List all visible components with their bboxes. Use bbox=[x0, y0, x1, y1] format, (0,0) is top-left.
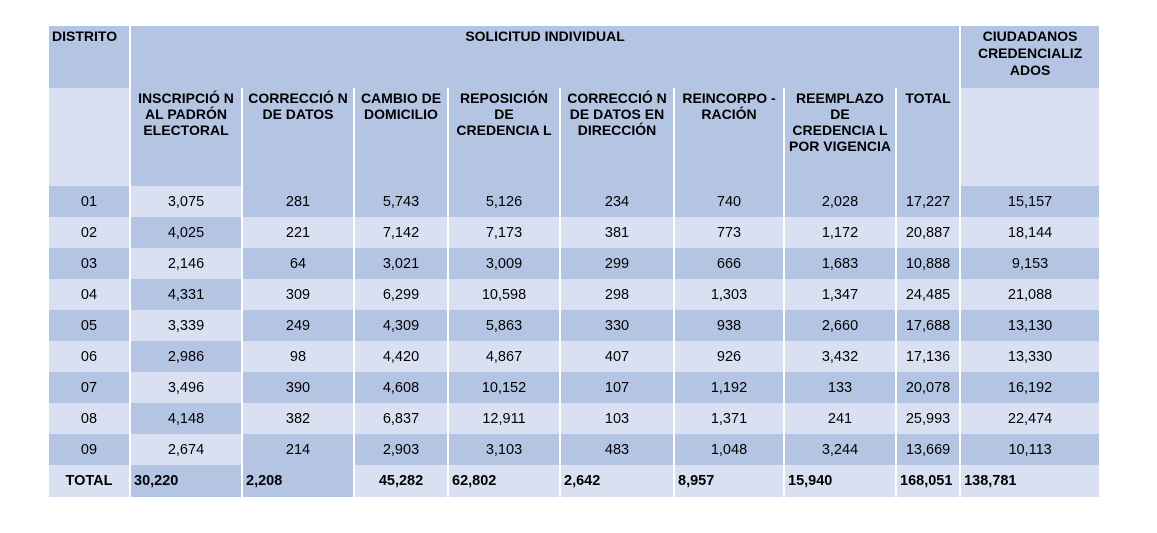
value-cell: 2,986 bbox=[131, 341, 241, 372]
empty-header-cell bbox=[961, 88, 1099, 186]
distrito-cell: 07 bbox=[49, 372, 129, 403]
column-header: TOTAL bbox=[897, 88, 959, 186]
value-cell: 9,153 bbox=[961, 248, 1099, 279]
value-cell: 10,888 bbox=[897, 248, 959, 279]
value-cell: 249 bbox=[243, 310, 353, 341]
value-cell: 17,136 bbox=[897, 341, 959, 372]
value-cell: 483 bbox=[561, 434, 673, 465]
value-cell: 1,683 bbox=[785, 248, 895, 279]
value-cell: 6,837 bbox=[355, 403, 447, 434]
table-row bbox=[49, 310, 1099, 341]
value-cell: 13,130 bbox=[961, 310, 1099, 341]
value-cell: 4,420 bbox=[355, 341, 447, 372]
value-cell: 4,309 bbox=[355, 310, 447, 341]
value-cell: 1,172 bbox=[785, 217, 895, 248]
value-cell: 1,192 bbox=[675, 372, 783, 403]
table-row bbox=[49, 403, 1099, 434]
value-cell: 20,887 bbox=[897, 217, 959, 248]
value-cell: 20,078 bbox=[897, 372, 959, 403]
value-cell: 4,867 bbox=[449, 341, 559, 372]
value-cell: 16,192 bbox=[961, 372, 1099, 403]
value-cell: 7,142 bbox=[355, 217, 447, 248]
distrito-header: DISTRITO bbox=[49, 26, 129, 88]
value-cell: 926 bbox=[675, 341, 783, 372]
value-cell: 133 bbox=[785, 372, 895, 403]
header-row-top bbox=[49, 26, 1099, 88]
total-label: TOTAL bbox=[49, 465, 129, 497]
value-cell: 3,075 bbox=[131, 186, 241, 217]
value-cell: 2,660 bbox=[785, 310, 895, 341]
value-cell: 3,339 bbox=[131, 310, 241, 341]
value-cell: 10,152 bbox=[449, 372, 559, 403]
value-cell: 2,028 bbox=[785, 186, 895, 217]
value-cell: 4,025 bbox=[131, 217, 241, 248]
value-cell: 382 bbox=[243, 403, 353, 434]
value-cell: 64 bbox=[243, 248, 353, 279]
value-cell: 2,674 bbox=[131, 434, 241, 465]
statistics-table bbox=[47, 26, 1101, 497]
value-cell: 107 bbox=[561, 372, 673, 403]
value-cell: 281 bbox=[243, 186, 353, 217]
value-cell: 407 bbox=[561, 341, 673, 372]
value-cell: 1,371 bbox=[675, 403, 783, 434]
value-cell: 12,911 bbox=[449, 403, 559, 434]
value-cell: 24,485 bbox=[897, 279, 959, 310]
value-cell: 4,608 bbox=[355, 372, 447, 403]
total-cell: 8,957 bbox=[675, 465, 783, 497]
value-cell: 390 bbox=[243, 372, 353, 403]
column-header: CAMBIO DE DOMICILIO bbox=[355, 88, 447, 186]
total-row bbox=[49, 465, 1099, 497]
value-cell: 773 bbox=[675, 217, 783, 248]
value-cell: 214 bbox=[243, 434, 353, 465]
value-cell: 10,113 bbox=[961, 434, 1099, 465]
table-row bbox=[49, 372, 1099, 403]
value-cell: 2,903 bbox=[355, 434, 447, 465]
total-cell: 62,802 bbox=[449, 465, 559, 497]
table-row bbox=[49, 279, 1099, 310]
value-cell: 221 bbox=[243, 217, 353, 248]
value-cell: 98 bbox=[243, 341, 353, 372]
distrito-cell: 02 bbox=[49, 217, 129, 248]
value-cell: 5,863 bbox=[449, 310, 559, 341]
distrito-cell: 04 bbox=[49, 279, 129, 310]
distrito-cell: 09 bbox=[49, 434, 129, 465]
value-cell: 1,303 bbox=[675, 279, 783, 310]
value-cell: 10,598 bbox=[449, 279, 559, 310]
value-cell: 22,474 bbox=[961, 403, 1099, 434]
value-cell: 13,669 bbox=[897, 434, 959, 465]
value-cell: 25,993 bbox=[897, 403, 959, 434]
column-header: REINCORPO -RACIÓN bbox=[675, 88, 783, 186]
total-cell: 2,208 bbox=[243, 465, 353, 497]
header-row-sub bbox=[49, 88, 1099, 186]
value-cell: 6,299 bbox=[355, 279, 447, 310]
value-cell: 2,146 bbox=[131, 248, 241, 279]
table-row bbox=[49, 434, 1099, 465]
column-header: REPOSICIÓN DE CREDENCIA L bbox=[449, 88, 559, 186]
value-cell: 3,496 bbox=[131, 372, 241, 403]
solicitud-individual-header: SOLICITUD INDIVIDUAL bbox=[131, 26, 959, 88]
table-row bbox=[49, 217, 1099, 248]
total-cell: 15,940 bbox=[785, 465, 895, 497]
value-cell: 103 bbox=[561, 403, 673, 434]
table-row bbox=[49, 341, 1099, 372]
column-header: CORRECCIÓ N DE DATOS EN DIRECCIÓN bbox=[561, 88, 673, 186]
ciudadanos-credencializados-header: CIUDADANOS CREDENCIALIZ ADOS bbox=[961, 26, 1099, 88]
total-cell: 45,282 bbox=[355, 465, 447, 497]
value-cell: 4,148 bbox=[131, 403, 241, 434]
value-cell: 17,227 bbox=[897, 186, 959, 217]
value-cell: 299 bbox=[561, 248, 673, 279]
value-cell: 330 bbox=[561, 310, 673, 341]
total-cell: 30,220 bbox=[131, 465, 241, 497]
value-cell: 4,331 bbox=[131, 279, 241, 310]
table-row bbox=[49, 186, 1099, 217]
distrito-cell: 03 bbox=[49, 248, 129, 279]
value-cell: 309 bbox=[243, 279, 353, 310]
column-header: REEMPLAZO DE CREDENCIA L POR VIGENCIA bbox=[785, 88, 895, 186]
value-cell: 18,144 bbox=[961, 217, 1099, 248]
table-row bbox=[49, 248, 1099, 279]
value-cell: 3,103 bbox=[449, 434, 559, 465]
column-header: CORRECCIÓ N DE DATOS bbox=[243, 88, 353, 186]
distrito-cell: 06 bbox=[49, 341, 129, 372]
distrito-cell: 08 bbox=[49, 403, 129, 434]
total-cell: 2,642 bbox=[561, 465, 673, 497]
value-cell: 5,126 bbox=[449, 186, 559, 217]
value-cell: 234 bbox=[561, 186, 673, 217]
table-body bbox=[49, 186, 1099, 465]
value-cell: 241 bbox=[785, 403, 895, 434]
value-cell: 3,244 bbox=[785, 434, 895, 465]
value-cell: 298 bbox=[561, 279, 673, 310]
value-cell: 5,743 bbox=[355, 186, 447, 217]
value-cell: 17,688 bbox=[897, 310, 959, 341]
total-cell: 168,051 bbox=[897, 465, 959, 497]
value-cell: 7,173 bbox=[449, 217, 559, 248]
value-cell: 21,088 bbox=[961, 279, 1099, 310]
value-cell: 3,021 bbox=[355, 248, 447, 279]
empty-header-cell bbox=[49, 88, 129, 186]
distrito-cell: 05 bbox=[49, 310, 129, 341]
value-cell: 15,157 bbox=[961, 186, 1099, 217]
column-header: INSCRIPCIÓ N AL PADRÓN ELECTORAL bbox=[131, 88, 241, 186]
value-cell: 938 bbox=[675, 310, 783, 341]
value-cell: 666 bbox=[675, 248, 783, 279]
value-cell: 1,048 bbox=[675, 434, 783, 465]
value-cell: 3,432 bbox=[785, 341, 895, 372]
value-cell: 3,009 bbox=[449, 248, 559, 279]
value-cell: 381 bbox=[561, 217, 673, 248]
total-cell: 138,781 bbox=[961, 465, 1099, 497]
value-cell: 13,330 bbox=[961, 341, 1099, 372]
value-cell: 740 bbox=[675, 186, 783, 217]
value-cell: 1,347 bbox=[785, 279, 895, 310]
distrito-cell: 01 bbox=[49, 186, 129, 217]
